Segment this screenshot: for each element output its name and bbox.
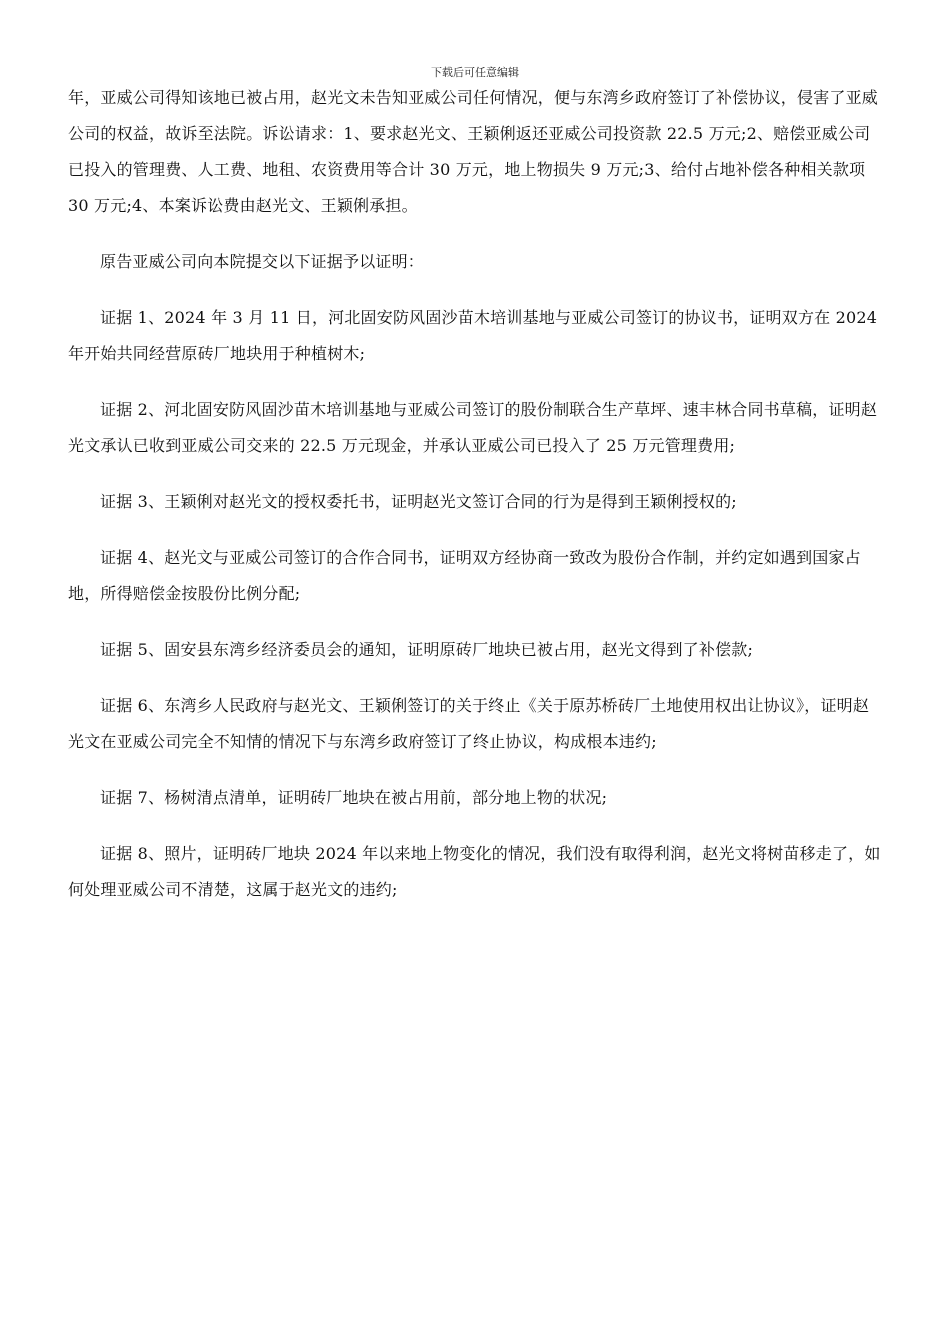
paragraph-evidence-7: 证据 7、杨树清点清单，证明砖厂地块在被占用前，部分地上物的状况; [100, 788, 608, 807]
paragraph-evidence-2: 证据 2、河北固安防风固沙苗木培训基地与亚威公司签订的股份制联合生产草坪、速丰林合同书草稿，证明赵光文承认已收到亚威公司交来的 22.5 万元现金，并承认亚威公司已投入了 25 万元管理费用; [68, 400, 878, 455]
paragraph-evidence-1: 证据 1、2024 年 3 月 11 日，河北固安防风固沙苗木培训基地与亚威公司签订的协议书，证明双方在 2024 年开始共同经营原砖厂地块用于种植树木; [68, 308, 878, 363]
paragraph-evidence-5: 证据 5、固安县东湾乡经济委员会的通知，证明原砖厂地块已被占用，赵光文得到了补偿款; [100, 640, 754, 659]
document-body [68, 80, 882, 908]
paragraph-evidence-4: 证据 4、赵光文与亚威公司签订的合作合同书，证明双方经协商一致改为股份合作制，并约定如遇到国家占地，所得赔偿金按股份比例分配; [68, 548, 861, 603]
paragraph-evidence-3: 证据 3、王颖俐对赵光文的授权委托书，证明赵光文签订合同的行为是得到王颖俐授权的; [100, 492, 737, 511]
paragraph-evidence-8: 证据 8、照片，证明砖厂地块 2024 年以来地上物变化的情况，我们没有取得利润，赵光文将树苗移走了，如何处理亚威公司不清楚，这属于赵光文的违约; [68, 844, 881, 899]
paragraph-claims: 年，亚威公司得知该地已被占用，赵光文未告知亚威公司任何情况，便与东湾乡政府签订了补偿协议，侵害了亚威公司的权益，故诉至法院。诉讼请求：1、要求赵光文、王颖俐返还亚威公司投资款 22.5 万元;2、赔偿亚威公司已投入的管理费、人工费、地租、农资费用等合计 30 万元，地上物损失 9 万元;3、给付占地补偿各种相关款项 30 万元;4、本案诉讼费由赵光文、王颖俐承担。 [68, 88, 879, 215]
paragraph-evidence-intro: 原告亚威公司向本院提交以下证据予以证明： [100, 252, 425, 271]
paragraph-evidence-6: 证据 6、东湾乡人民政府与赵光文、王颖俐签订的关于终止《关于原苏桥砖厂土地使用权出让协议》，证明赵光文在亚威公司完全不知情的情况下与东湾乡政府签订了终止协议，构成根本违约; [68, 696, 870, 751]
page-header-note: 下载后可任意编辑 [431, 66, 519, 79]
